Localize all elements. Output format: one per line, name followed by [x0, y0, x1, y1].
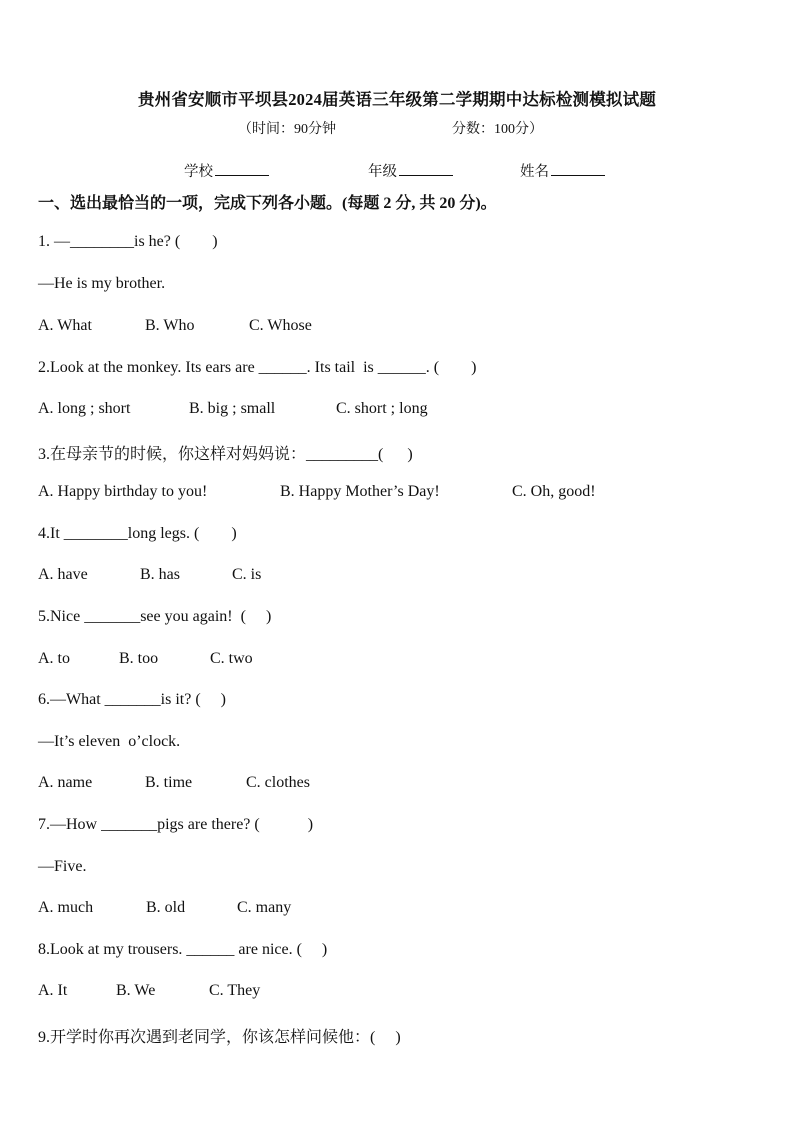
exam-score: 分数：100分）: [452, 122, 543, 137]
option-c: C. two: [210, 650, 253, 667]
question-1: 1. —________is he? ( ): [38, 233, 218, 250]
option-b: B. big ; small: [189, 400, 276, 417]
question-9: 9.开学时你再次遇到老同学，你该怎样问候他：( ): [38, 1029, 401, 1046]
option-a: A. long ; short: [38, 400, 131, 417]
school-label: 学校: [184, 164, 213, 180]
grade-label: 年级: [368, 164, 397, 180]
name-field: [520, 160, 605, 181]
school-field: [184, 160, 269, 181]
option-c: C. clothes: [246, 774, 310, 791]
question-8: 8.Look at my trousers. ______ are nice. ( ): [38, 941, 328, 958]
grade-blank: [399, 161, 453, 176]
question-4: 4.It ________long legs. ( ): [38, 525, 237, 542]
option-a: A. What: [38, 317, 92, 334]
school-blank: [215, 161, 269, 176]
option-b: B. time: [145, 774, 193, 791]
option-b: B. We: [116, 982, 156, 999]
exam-title: 贵州省安顺市平坝县2024届英语三年级第二学期期中达标检测模拟试题: [137, 90, 657, 109]
option-a: A. It: [38, 982, 68, 999]
option-b: B. has: [140, 566, 180, 583]
question-7: 7.—How _______pigs are there? ( ): [38, 816, 314, 833]
question-3: 3.在母亲节的时候，你这样对妈妈说：_________( ): [38, 446, 413, 463]
option-c: C. is: [232, 566, 262, 583]
exam-time: （时间：90分钟: [238, 122, 336, 137]
question-1-dialogue: —He is my brother.: [38, 275, 166, 292]
question-6-dialogue: —It’s eleven o’clock.: [38, 733, 181, 750]
option-c: C. Whose: [249, 317, 312, 334]
name-blank: [551, 161, 605, 176]
option-b: B. Happy Mother’s Day!: [280, 483, 440, 500]
grade-field: [368, 160, 453, 181]
name-label: 姓名: [520, 164, 549, 180]
option-c: C. many: [237, 899, 292, 916]
option-a: A. much: [38, 899, 94, 916]
section-title: 一、选出最恰当的一项，完成下列各小题。(每题 2 分, 共 20 分)。: [38, 195, 497, 212]
option-c: C. Oh, good!: [512, 483, 596, 500]
option-b: B. old: [146, 899, 186, 916]
question-5: 5.Nice _______see you again! ( ): [38, 608, 272, 625]
option-a: A. Happy birthday to you!: [38, 483, 208, 500]
option-c: C. They: [209, 982, 261, 999]
option-a: A. have: [38, 566, 88, 583]
option-b: B. Who: [145, 317, 195, 334]
question-7-dialogue: —Five.: [38, 858, 87, 875]
option-c: C. short ; long: [336, 400, 428, 417]
option-a: A. name: [38, 774, 93, 791]
question-6: 6.—What _______is it? ( ): [38, 691, 226, 708]
option-b: B. too: [119, 650, 159, 667]
option-a: A. to: [38, 650, 70, 667]
question-2: 2.Look at the monkey. Its ears are ______. Its tail is ______. ( ): [38, 359, 477, 376]
